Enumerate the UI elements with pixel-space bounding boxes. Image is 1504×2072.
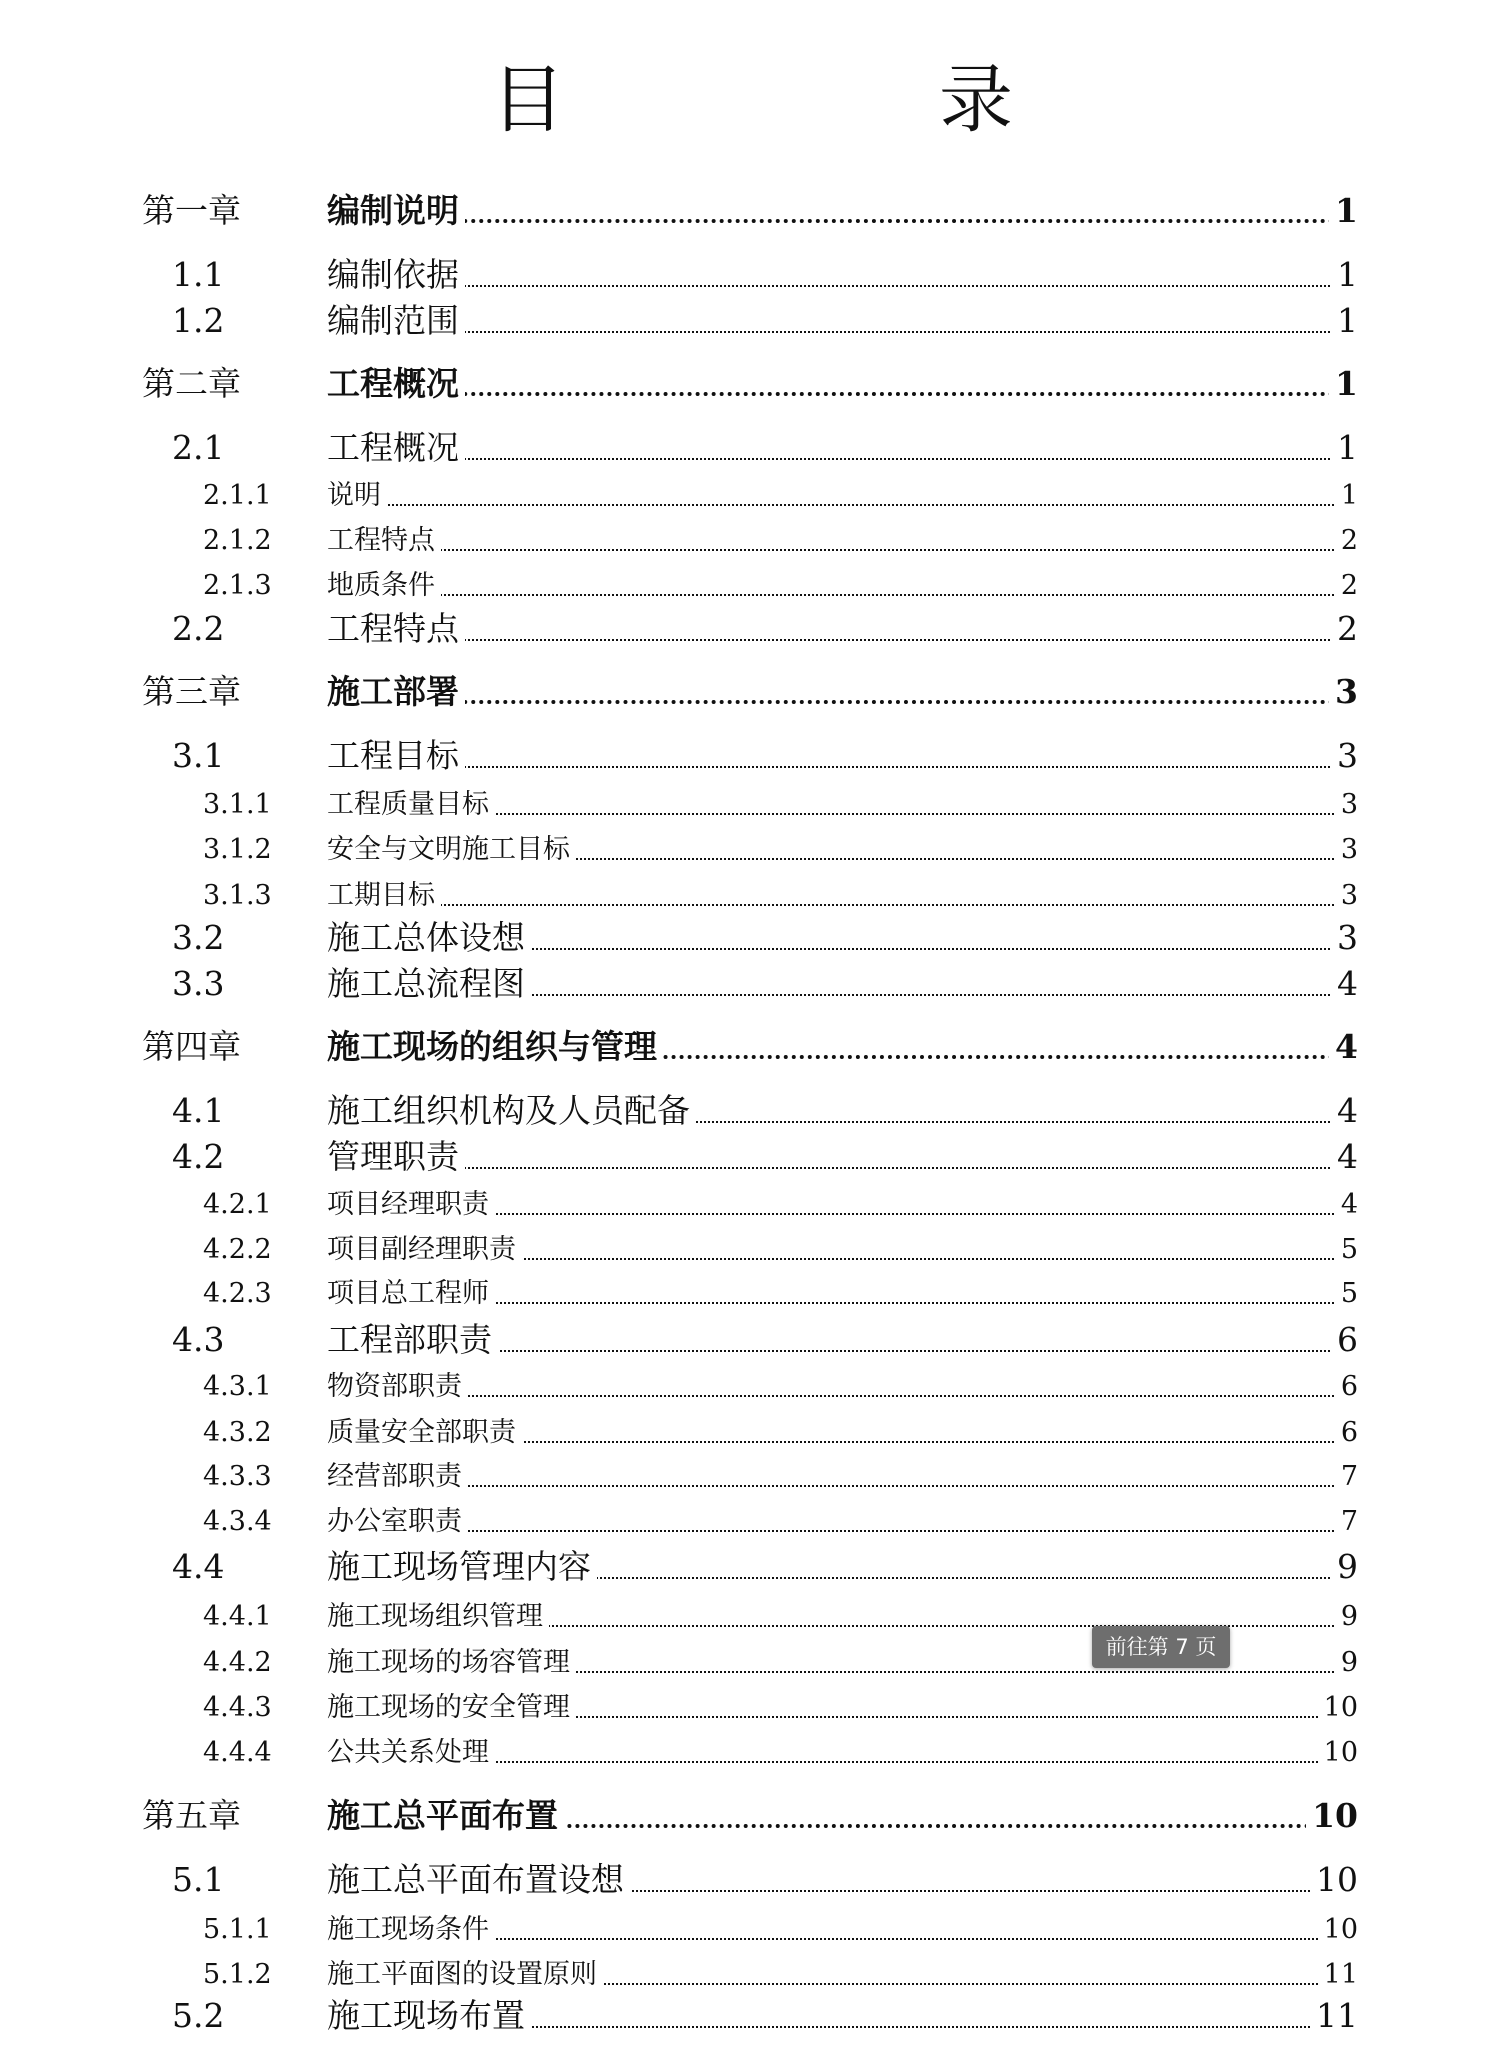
toc-entry-number: 3.1.2 [203,834,272,865]
toc-entry-number: 2.1 [172,428,225,467]
toc-dot-leader [327,1167,1358,1169]
toc-entry-number: 4.4 [172,1547,225,1586]
toc-entry-number: 3.3 [172,964,225,1003]
toc-entry-number: 4.4.4 [203,1737,272,1768]
toc-entry-title[interactable]: 编制依据 [327,255,465,295]
toc-entry-number: 4.2.2 [203,1234,272,1265]
toc-entry-page-number[interactable]: 9 [1335,1600,1358,1634]
toc-entry-number: 第三章 [142,672,241,711]
toc-entry-page-number[interactable]: 9 [1331,1547,1358,1587]
toc-entry-page-number[interactable]: 2 [1335,524,1358,558]
toc-entry-number: 4.2.3 [203,1278,272,1309]
toc-entry-title[interactable]: 项目总工程师 [327,1277,495,1311]
toc-entry-number: 4.4.1 [203,1601,272,1632]
toc-entry-title[interactable]: 施工现场组织管理 [327,1600,549,1634]
toc-entry-title[interactable]: 工程特点 [327,609,465,649]
toc-entry-title[interactable]: 施工现场管理内容 [327,1547,597,1587]
toc-entry-number: 4.2.1 [203,1189,272,1220]
toc-entry-page-number[interactable]: 6 [1331,1320,1358,1360]
toc-entry-title[interactable]: 施工现场的组织与管理 [327,1027,663,1067]
toc-entry-number: 4.3 [172,1320,225,1359]
toc-entry-title[interactable]: 施工总平面布置 [327,1796,564,1836]
toc-entry-title[interactable]: 施工组织机构及人员配备 [327,1091,696,1131]
toc-entry-number: 5.1.1 [203,1914,272,1945]
toc-entry-page-number[interactable]: 1 [1329,364,1358,404]
toc-entry-number: 4.4.2 [203,1647,272,1678]
toc-entry-number: 第一章 [142,191,241,230]
toc-entry-page-number[interactable]: 5 [1335,1277,1358,1311]
toc-entry-title[interactable]: 物资部职责 [327,1370,468,1404]
toc-entry-page-number[interactable]: 1 [1331,301,1358,341]
toc-entry-title[interactable]: 质量安全部职责 [327,1416,522,1450]
toc-entry-page-number[interactable]: 3 [1335,833,1358,867]
toc-entry-title[interactable]: 工程质量目标 [327,788,495,822]
toc-entry-number: 4.3.3 [203,1461,272,1492]
toc-dot-leader [327,1530,1358,1532]
toc-entry-page-number[interactable]: 4 [1331,1091,1358,1131]
toc-entry-number: 2.1.2 [203,525,272,556]
toc-entry-title[interactable]: 施工现场布置 [327,1996,531,2036]
toc-entry-title[interactable]: 管理职责 [327,1137,465,1177]
toc-entry-page-number[interactable]: 4 [1335,1188,1358,1222]
toc-entry-number: 4.4.3 [203,1692,272,1723]
toc-entry-title[interactable]: 办公室职责 [327,1505,468,1539]
toc-entry-page-number[interactable]: 10 [1318,1736,1358,1770]
goto-page-tooltip: 前往第 7 页 [1092,1626,1230,1668]
toc-entry-page-number[interactable]: 3 [1335,788,1358,822]
toc-entry-number: 1.1 [172,255,225,294]
toc-entry-page-number[interactable]: 4 [1331,1137,1358,1177]
toc-entry-title[interactable]: 编制范围 [327,301,465,341]
toc-entry-number: 2.2 [172,609,225,648]
toc-entry-number: 第五章 [142,1796,241,1835]
toc-entry-number: 1.2 [172,301,225,340]
toc-entry-page-number[interactable]: 3 [1335,879,1358,913]
toc-entry-number: 4.1 [172,1091,225,1130]
toc-dot-leader [327,549,1358,551]
toc-entry-number: 第四章 [142,1027,241,1066]
toc-dot-leader [327,1395,1358,1397]
toc-entry[interactable] [0,191,1504,251]
toc-entry-page-number[interactable]: 6 [1335,1370,1358,1404]
toc-entry-page-number[interactable]: 10 [1318,1913,1358,1947]
toc-entry-page-number[interactable]: 3 [1329,672,1358,712]
toc-entry-page-number[interactable]: 6 [1335,1416,1358,1450]
toc-entry-page-number[interactable]: 1 [1331,255,1358,295]
toc-entry-title[interactable]: 经营部职责 [327,1460,468,1494]
toc-entry-title[interactable]: 施工部署 [327,672,465,712]
toc-dot-leader [327,504,1358,506]
toc-dot-leader [327,904,1358,906]
toc-entry-title[interactable]: 工程概况 [327,428,465,468]
toc-dot-leader [327,1485,1358,1487]
toc-entry-number: 3.1.1 [203,789,272,820]
toc-entry-number: 5.2 [172,1996,225,2035]
toc-entry-page-number[interactable]: 1 [1329,191,1358,231]
toc-entry-number: 4.2 [172,1137,225,1176]
toc-entry-page-number[interactable]: 1 [1331,428,1358,468]
toc-dot-leader [327,219,1358,223]
toc-entry-number: 3.1.3 [203,880,272,911]
toc-entry-page-number[interactable]: 7 [1335,1460,1358,1494]
toc-entry[interactable] [0,672,1504,732]
toc-entry-page-number[interactable]: 4 [1329,1027,1358,1067]
toc-entry-title[interactable]: 工程目标 [327,736,465,776]
toc-entry-title[interactable]: 工程概况 [327,364,465,404]
toc-dot-leader [327,392,1358,396]
toc-entry-page-number[interactable]: 9 [1335,1646,1358,1680]
toc-entry-title[interactable]: 施工平面图的设置原则 [327,1958,603,1992]
toc-entry-number: 3.2 [172,918,225,957]
toc-entry-number: 5.1.2 [203,1959,272,1990]
toc-entry-page-number[interactable]: 7 [1335,1505,1358,1539]
toc-entry[interactable] [0,1027,1504,1087]
page-title: 目 录 [491,57,1163,143]
toc-entry-page-number[interactable]: 10 [1306,1796,1358,1836]
toc-entry[interactable] [0,1796,1504,1856]
toc-entry[interactable] [0,364,1504,424]
toc-entry-number: 3.1 [172,736,225,775]
toc-entry-page-number[interactable]: 2 [1331,609,1358,649]
toc-entry-title[interactable]: 说明 [327,479,387,513]
toc-entry-title[interactable]: 编制说明 [327,191,465,231]
toc-entry-title[interactable]: 地质条件 [327,569,441,603]
toc-entry-title[interactable]: 施工总平面布置设想 [327,1860,630,1900]
toc-entry-number: 2.1.1 [203,480,272,511]
toc-entry-number: 4.3.1 [203,1371,272,1402]
toc-entry-title[interactable]: 施工现场条件 [327,1913,495,1947]
toc-entry-page-number[interactable]: 2 [1335,569,1358,603]
toc-entry-page-number[interactable]: 11 [1318,1958,1358,1992]
toc-entry-title[interactable]: 施工总体设想 [327,918,531,958]
toc-entry-title[interactable]: 施工现场的安全管理 [327,1691,576,1725]
toc-dot-leader [327,285,1358,287]
toc-entry-number: 5.1 [172,1860,225,1899]
toc-entry-page-number[interactable]: 3 [1331,918,1358,958]
toc-entry-page-number[interactable]: 5 [1335,1233,1358,1267]
toc-entry-page-number[interactable]: 11 [1310,1996,1358,2036]
toc-entry-title[interactable]: 工程部职责 [327,1320,498,1360]
toc-entry-page-number[interactable]: 3 [1331,736,1358,776]
toc-entry-page-number[interactable]: 1 [1335,479,1358,513]
toc-entry-title[interactable]: 公共关系处理 [327,1736,495,1770]
toc-entry-number: 第二章 [142,364,241,403]
toc-entry-title[interactable]: 工期目标 [327,879,441,913]
toc-entry-number: 2.1.3 [203,570,272,601]
toc-entry-title[interactable]: 工程特点 [327,524,441,558]
toc-entry-title[interactable]: 安全与文明施工目标 [327,833,576,867]
toc-dot-leader [327,331,1358,333]
toc-entry-number: 4.3.4 [203,1506,272,1537]
toc-dot-leader [327,700,1358,704]
toc-dot-leader [327,594,1358,596]
toc-entry-title[interactable]: 施工现场的场容管理 [327,1646,576,1680]
toc-entry-title[interactable]: 项目经理职责 [327,1188,495,1222]
toc-entry-page-number[interactable]: 10 [1310,1860,1358,1900]
toc-entry-number: 4.3.2 [203,1417,272,1448]
toc-dot-leader [327,766,1358,768]
toc-dot-leader [327,458,1358,460]
toc-entry-page-number[interactable]: 10 [1318,1691,1358,1725]
toc-entry-title[interactable]: 施工总流程图 [327,964,531,1004]
toc-dot-leader [327,639,1358,641]
toc-entry-page-number[interactable]: 4 [1331,964,1358,1004]
toc-entry-title[interactable]: 项目副经理职责 [327,1233,522,1267]
